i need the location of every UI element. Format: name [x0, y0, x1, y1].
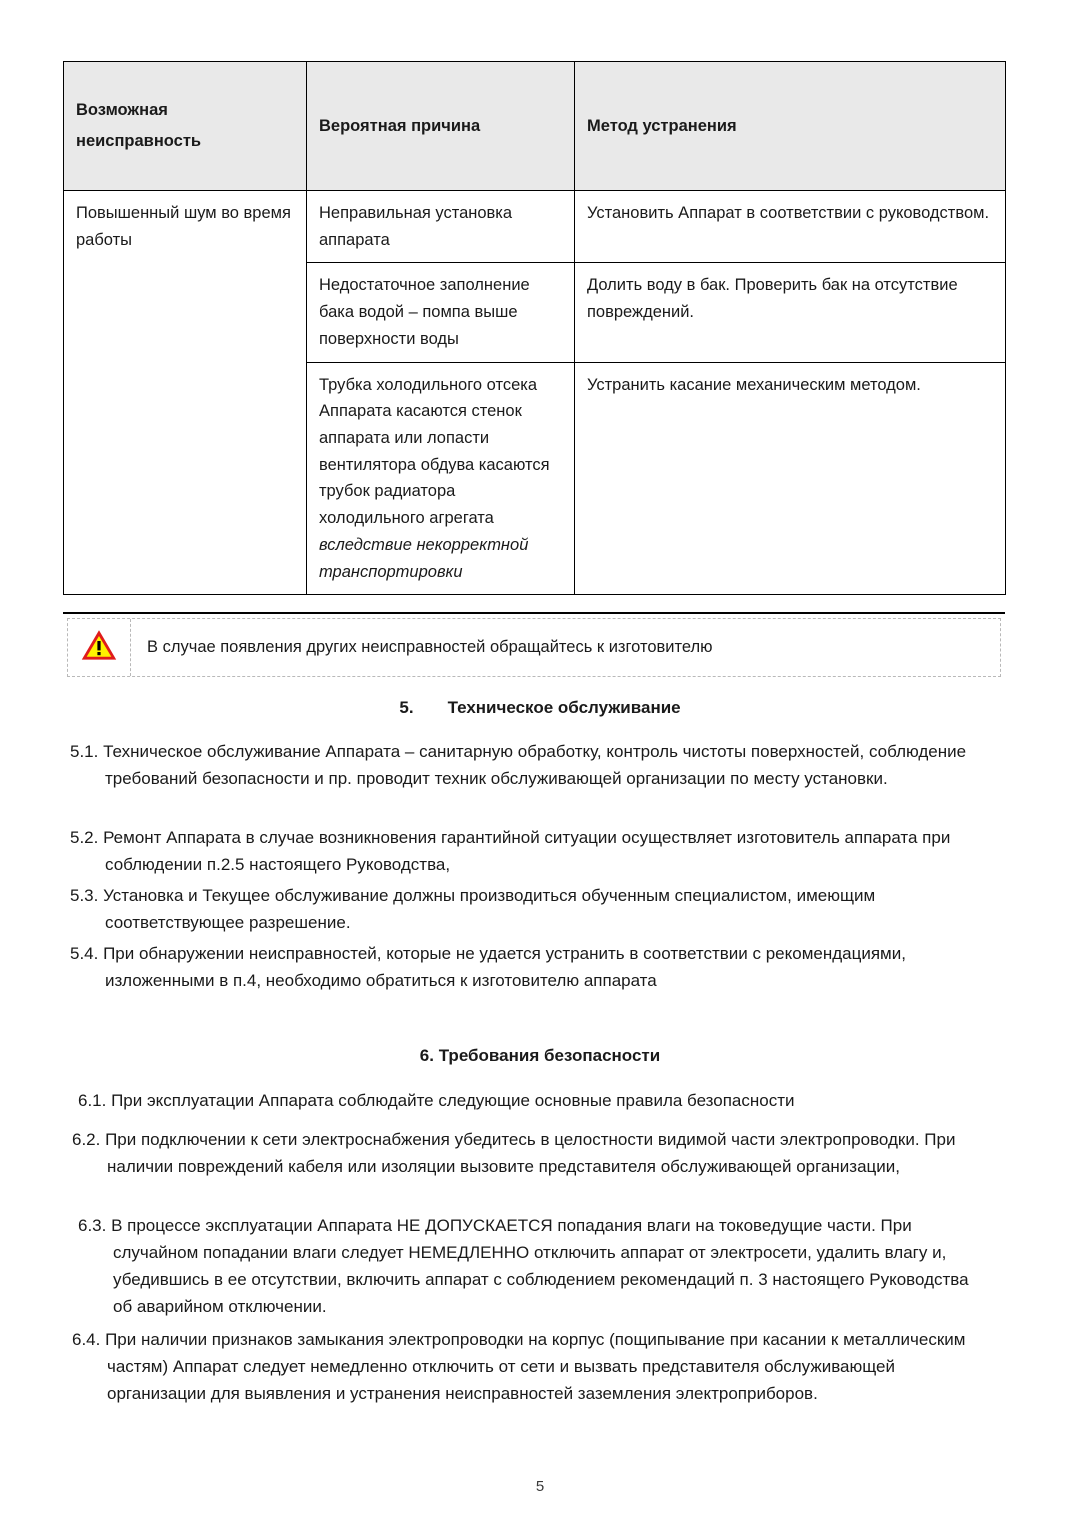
section-6-heading: 6. Требования безопасности — [419, 1046, 661, 1065]
remedy-cell-2: Долить воду в бак. Проверить бак на отсутствие повреждений. — [575, 263, 1006, 362]
table-row — [64, 191, 1006, 263]
warning-note-box — [67, 618, 1001, 677]
cause-text-normal: Трубка холодильного отсека Аппарата касаются стенок аппарата или лопасти вентилятора обдува касаются трубок радиатора холодильного агрегата — [319, 375, 550, 528]
page-number: 5 — [535, 1478, 545, 1495]
troubleshooting-table — [63, 61, 1006, 595]
fault-label-cell: Повышенный шум во время работы — [64, 191, 307, 595]
paragraph-6-4: 6.4. При наличии признаков замыкания электропроводки на корпус (пощипывание при касании к металлическим частям) Аппарат следует немедленно отключить от сети и вызвать представителя обслуживающей организации для выявления и устранения неисправностей заземления электроприборов. — [72, 1330, 966, 1403]
paragraph-6-3: 6.3. В процессе эксплуатации Аппарата НЕ ДОПУСКАЕТСЯ попадания влаги на токоведущие части. При случайном попадании влаги следует НЕМЕДЛЕННО отключить аппарат от электросети, удалить влагу и, убедившись в ее отсутствии, включить аппарат с соблюдением рекомендаций п. 3 настоящего Руководства об аварийном отключении. — [78, 1216, 969, 1316]
table-header-row — [64, 62, 1006, 191]
cause-cell-3 — [307, 362, 575, 595]
remedy-cell-1: Установить Аппарат в соответствии с руководством. — [575, 191, 1006, 263]
section-5-heading — [0, 698, 1080, 718]
warning-note-icon-cell — [68, 619, 131, 676]
paragraph-5-3: 5.3. Установка и Текущее обслуживание должны производиться обученным специалистом, имеющим соответствующее разрешение. — [70, 886, 876, 932]
paragraph-5-4: 5.4. При обнаружении неисправностей, которые не удается устранить в соответствии с рекомендациями, изложенными в п.4, необходимо обратиться к изготовителю аппарата — [70, 944, 906, 990]
column-header-cause: Вероятная причина — [307, 62, 575, 191]
warning-note-text: В случае появления других неисправностей обращайтесь к изготовителю — [147, 638, 713, 656]
warning-triangle-icon — [80, 628, 118, 667]
remedy-cell-3: Устранить касание механическим методом. — [575, 362, 1006, 595]
paragraph-5-1: 5.1. Техническое обслуживание Аппарата – санитарную обработку, контроль чистоты поверхностей, соблюдение требований безопасности и пр. проводит техник обслуживающей организации по месту установки. — [70, 742, 967, 788]
cause-cell-1: Неправильная установка аппарата — [307, 191, 575, 263]
troubleshooting-table-wrapper — [63, 61, 1005, 595]
section-5-number: 5. — [399, 698, 414, 717]
paragraph-5-2: 5.2. Ремонт Аппарата в случае возникновения гарантийной ситуации осуществляет изготовитель аппарата при соблюдении п.2.5 настоящего Руководства, — [70, 828, 951, 874]
paragraph-6-2: 6.2. При подключении к сети электроснабжения убедитесь в целостности видимой части электропроводки. При наличии повреждений кабеля или изоляции вызовите представителя обслуживающей организации, — [72, 1130, 956, 1176]
column-header-fault: Возможная неисправность — [64, 62, 307, 191]
cause-text-italic: вследствие некорректной транспортировки — [319, 535, 529, 581]
cause-cell-2: Недостаточное заполнение бака водой – помпа выше поверхности воды — [307, 263, 575, 362]
column-header-remedy: Метод устранения — [575, 62, 1006, 191]
section-5-title: Техническое обслуживание — [447, 698, 681, 717]
paragraph-6-1: 6.1. При эксплуатации Аппарата соблюдайте следующие основные правила безопасности — [78, 1091, 795, 1110]
note-top-rule — [63, 612, 1005, 614]
